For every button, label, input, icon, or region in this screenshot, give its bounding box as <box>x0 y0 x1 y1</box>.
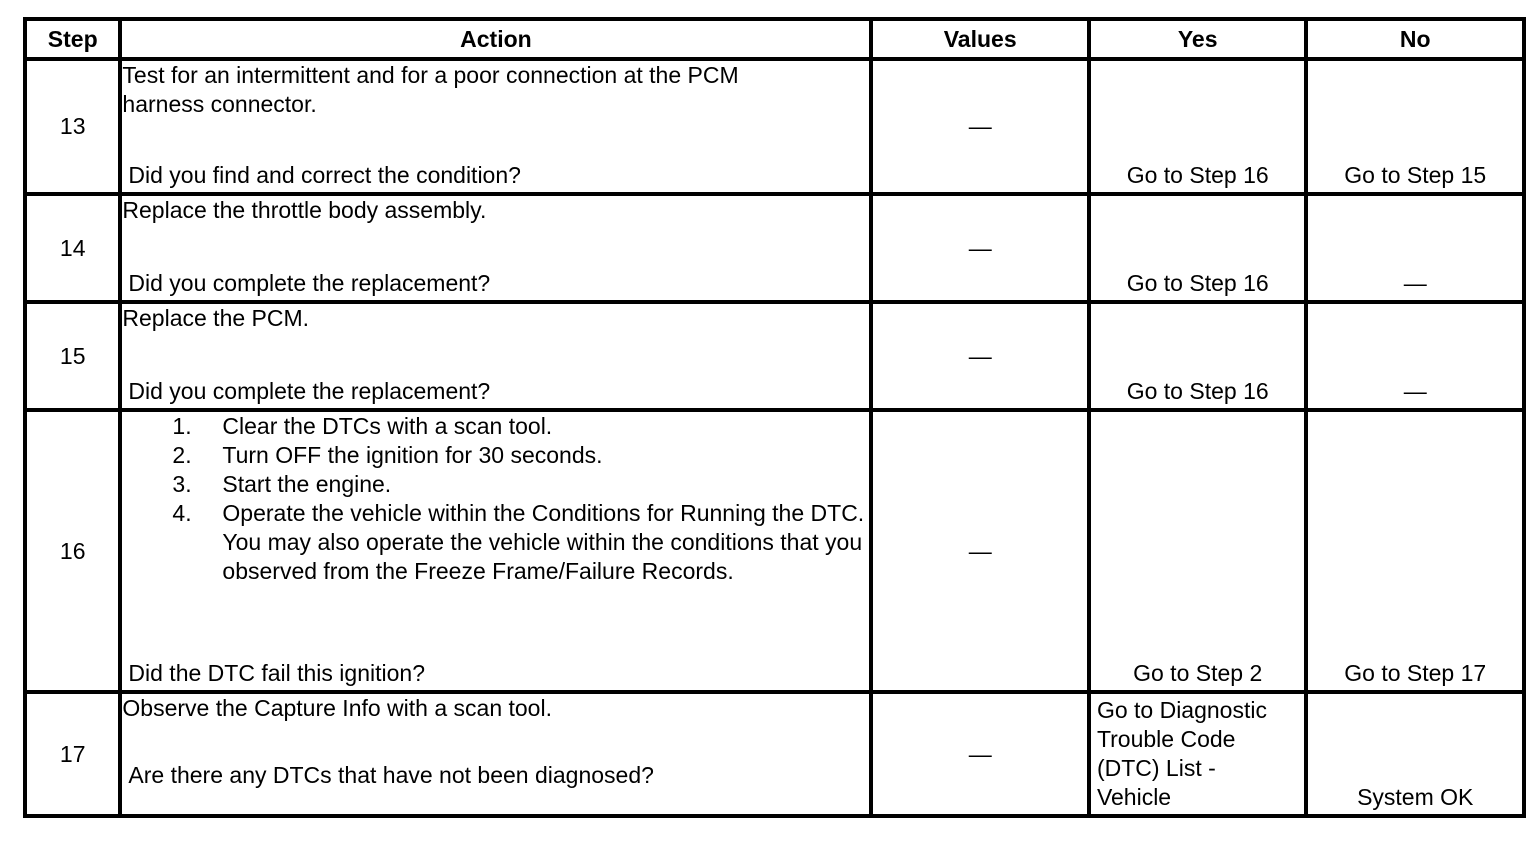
action-cell <box>120 194 871 302</box>
yes-link[interactable]: Go to Step 16 <box>1126 270 1269 296</box>
list-number: 3. <box>172 471 192 497</box>
list-item <box>172 441 869 470</box>
values-cell: — <box>871 302 1089 410</box>
yes-link-line: Vehicle <box>1096 784 1172 810</box>
no-link[interactable]: Go to Step 15 <box>1344 162 1487 188</box>
list-text: Clear the DTCs with a scan tool. <box>222 413 553 439</box>
no-value: — <box>1403 270 1427 296</box>
header-step: Step <box>25 19 120 59</box>
list-item <box>172 499 869 586</box>
list-text: Operate the vehicle within the Conditions for Running the DTC. You may also operate the vehicle within the conditions that you observed from the Freeze Frame/Failure Records. <box>222 500 865 584</box>
values-cell: — <box>871 692 1089 816</box>
action-question: Did you find and correct the condition? <box>128 162 521 188</box>
no-cell <box>1306 302 1524 410</box>
yes-cell <box>1089 194 1307 302</box>
table-row <box>25 59 1524 194</box>
step-number: 13 <box>25 59 120 194</box>
step-number: 16 <box>25 410 120 692</box>
action-line: Test for an intermittent and for a poor connection at the PCM <box>122 62 739 88</box>
yes-link[interactable]: Go to Step 16 <box>1126 162 1269 188</box>
procedure-list <box>122 412 869 586</box>
values-cell: — <box>871 194 1089 302</box>
step-number: 15 <box>25 302 120 410</box>
action-line: harness connector. <box>122 91 317 117</box>
yes-link[interactable]: Go to Step 2 <box>1133 660 1263 686</box>
step-number: 14 <box>25 194 120 302</box>
yes-cell <box>1089 302 1307 410</box>
yes-cell <box>1089 410 1307 692</box>
action-cell <box>120 410 871 692</box>
yes-link-line: (DTC) List - <box>1096 755 1216 781</box>
no-link[interactable]: Go to Step 17 <box>1344 660 1487 686</box>
yes-cell <box>1089 692 1307 816</box>
action-line: Replace the PCM. <box>122 305 310 331</box>
no-cell <box>1306 194 1524 302</box>
step-number: 17 <box>25 692 120 816</box>
table-row <box>25 194 1524 302</box>
values-cell: — <box>871 59 1089 194</box>
header-yes: Yes <box>1089 19 1307 59</box>
action-question: Did the DTC fail this ignition? <box>128 660 425 686</box>
no-cell <box>1306 692 1524 816</box>
diagnostic-table <box>23 17 1526 818</box>
action-question: Are there any DTCs that have not been diagnosed? <box>128 762 654 788</box>
list-text: Turn OFF the ignition for 30 seconds. <box>222 442 603 468</box>
list-number: 4. <box>172 500 192 526</box>
no-value: System OK <box>1357 784 1474 810</box>
action-cell <box>120 302 871 410</box>
action-cell <box>120 692 871 816</box>
action-question: Did you complete the replacement? <box>128 270 491 296</box>
action-cell <box>120 59 871 194</box>
yes-link[interactable] <box>1091 694 1305 812</box>
action-line: Observe the Capture Info with a scan tool. <box>122 695 552 721</box>
table-row <box>25 410 1524 692</box>
table-row <box>25 302 1524 410</box>
table-row <box>25 692 1524 816</box>
values-cell: — <box>871 410 1089 692</box>
list-number: 2. <box>172 442 192 468</box>
header-values: Values <box>871 19 1089 59</box>
action-question: Did you complete the replacement? <box>128 378 491 404</box>
yes-link[interactable]: Go to Step 16 <box>1126 378 1269 404</box>
action-line: Replace the throttle body assembly. <box>122 197 487 223</box>
header-no: No <box>1306 19 1524 59</box>
yes-cell <box>1089 59 1307 194</box>
list-item <box>172 470 869 499</box>
yes-link-line: Trouble Code <box>1096 726 1236 752</box>
list-text: Start the engine. <box>222 471 392 497</box>
list-number: 1. <box>172 413 192 439</box>
list-item <box>172 412 869 441</box>
header-action: Action <box>120 19 871 59</box>
no-cell <box>1306 410 1524 692</box>
no-value: — <box>1403 378 1427 404</box>
no-cell <box>1306 59 1524 194</box>
header-row <box>25 19 1524 59</box>
yes-link-line: Go to Diagnostic <box>1096 697 1267 723</box>
